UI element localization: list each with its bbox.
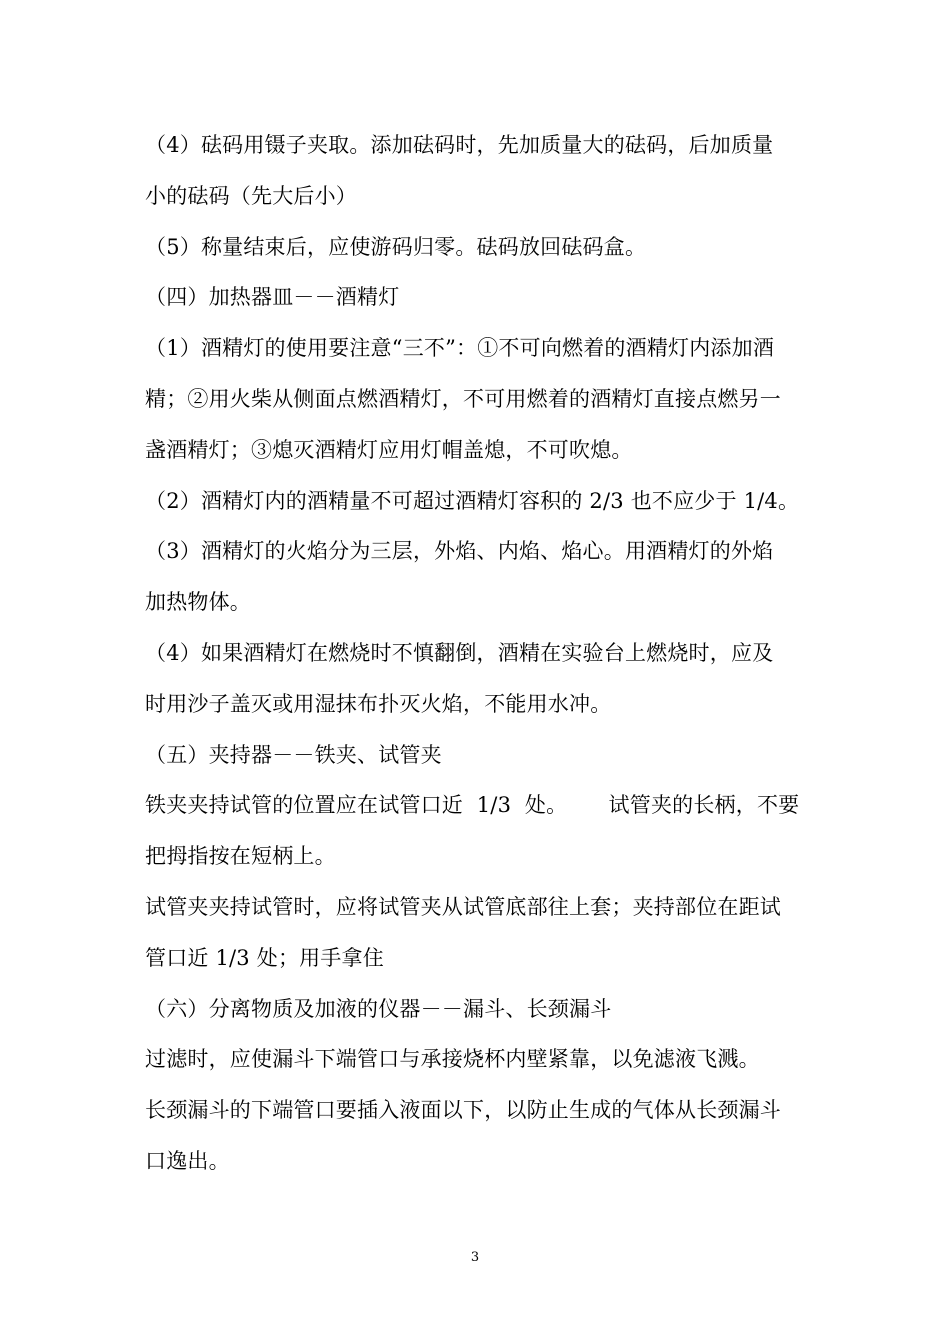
- text-line: 小的砝码（先大后小）: [145, 183, 357, 208]
- section-heading: （五）夹持器－－铁夹、试管夹: [145, 742, 442, 767]
- section-heading: （四）加热器皿－－酒精灯: [145, 285, 400, 310]
- page-number: 3: [470, 1250, 480, 1265]
- text-line: 试管夹夹持试管时，应将试管夹从试管底部往上套；夹持部位在距试: [145, 894, 781, 919]
- text-line: 把拇指按在短柄上。: [145, 844, 336, 869]
- text-line: （2）酒精灯内的酒精量不可超过酒精灯容积的 2/3 也不应少于 1/4。: [145, 488, 800, 513]
- section-heading: （六）分离物质及加液的仪器－－漏斗、长颈漏斗: [145, 996, 612, 1021]
- text-line: 管口近 1/3 处；用手拿住: [145, 945, 384, 970]
- text-line: 过滤时，应使漏斗下端管口与承接烧杯内壁紧靠，以免滤液飞溅。: [145, 1047, 760, 1072]
- text-line: （4）砝码用镊子夹取。添加砝码时，先加质量大的砝码，后加质量: [145, 133, 774, 157]
- text-line: （3）酒精灯的火焰分为三层，外焰、内焰、焰心。用酒精灯的外焰: [145, 539, 774, 564]
- body-text: [145, 120, 810, 1187]
- text-line: 铁夹夹持试管的位置应在试管口近 1/3 处。 试管夹的长柄，不要: [145, 793, 800, 818]
- text-line: 精；②用火柴从侧面点燃酒精灯，不可用燃着的酒精灯直接点燃另一: [145, 386, 781, 411]
- text-line: 盏酒精灯；③熄灭酒精灯应用灯帽盖熄，不可吹熄。: [145, 437, 633, 462]
- text-line: （5）称量结束后，应使游码归零。砝码放回砝码盒。: [145, 234, 647, 259]
- text-line: 加热物体。: [145, 590, 251, 615]
- text-line: （1）酒精灯的使用要注意“三不”：①不可向燃着的酒精灯内添加酒: [145, 336, 775, 361]
- text-line: 口逸出。: [145, 1148, 230, 1173]
- text-line: 长颈漏斗的下端管口要插入液面以下，以防止生成的气体从长颈漏斗: [145, 1098, 781, 1123]
- text-line: 时用沙子盖灭或用湿抹布扑灭火焰，不能用水冲。: [145, 691, 612, 716]
- text-line: （4）如果酒精灯在燃烧时不慎翻倒，酒精在实验台上燃烧时，应及: [145, 640, 774, 665]
